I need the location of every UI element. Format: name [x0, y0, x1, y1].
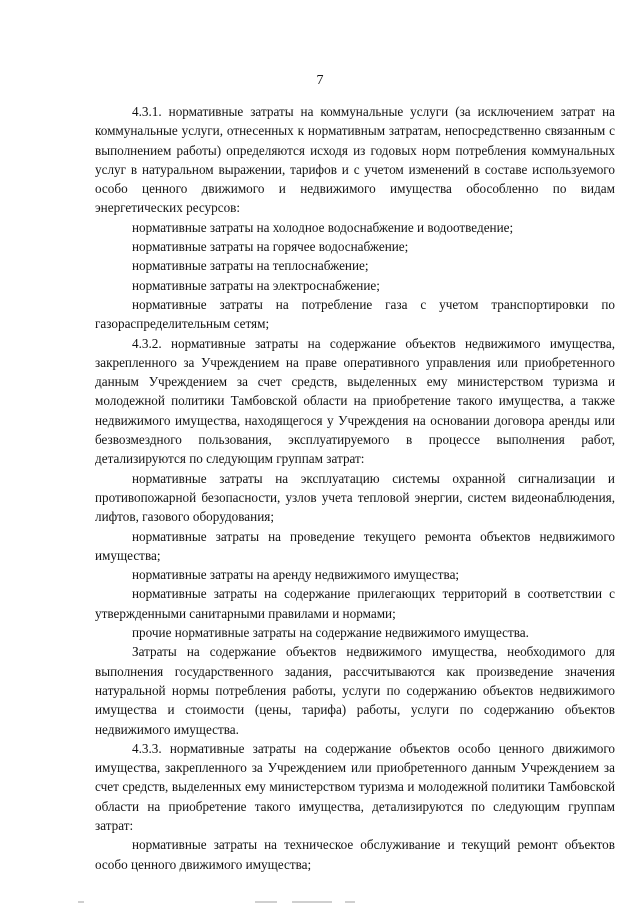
- list-item-rent: нормативные затраты на аренду недвижимого имущества;: [132, 567, 460, 583]
- scan-artifact: [345, 901, 355, 903]
- scan-artifact: [255, 901, 277, 903]
- page-number: 7: [316, 73, 324, 88]
- list-item-territories: нормативные затраты на содержание прилегающих территорий в соответствии с утвержденными санитарными правилами и нормами;: [95, 586, 615, 621]
- document-body: [95, 102, 615, 874]
- list-item-heating: нормативные затраты на теплоснабжение;: [132, 258, 369, 274]
- scan-artifacts: [0, 897, 640, 903]
- scan-artifact: [292, 901, 332, 903]
- list-item-other: прочие нормативные затраты на содержание недвижимого имущества.: [132, 625, 529, 641]
- list-item-maintenance: нормативные затраты на техническое обслуживание и текущий ремонт объектов особо ценного движимого имущества;: [95, 837, 615, 872]
- list-item-cold-water: нормативные затраты на холодное водоснабжение и водоотведение;: [132, 219, 514, 235]
- list-item-electricity: нормативные затраты на электроснабжение;: [132, 277, 380, 293]
- list-item-security-systems: нормативные затраты на эксплуатацию системы охранной сигнализации и противопожарной безопасности, узлов учета тепловой энергии, систем видеонаблюдения, лифтов, газового оборудования;: [95, 470, 615, 525]
- scan-artifact: [78, 901, 84, 903]
- paragraph-4-3-1: 4.3.1. нормативные затраты на коммунальные услуги (за исключением затрат на коммунальные услуги, отнесенных к нормативным затратам, непосредственно связанным с выполнением работы) определяются исходя из годовых норм потребления коммунальных услуг в натуральном выражении, тарифов и с учетом изменений в составе используемого особо ценного движимого и недвижимого имущества обособленно по видам энергетических ресурсов:: [95, 104, 615, 216]
- paragraph-4-3-3: 4.3.3. нормативные затраты на содержание объектов особо ценного движимого имущества, закрепленного за Учреждением или приобретенного данным Учреждением за счет средств, выделенных ему министерством туризма и молодежной политики Тамбовской области на приобретение такого имущества, детализируются по следующим группам затрат:: [95, 740, 615, 833]
- list-item-gas: нормативные затраты на потребление газа с учетом транспортировки по газораспределительным сетям;: [95, 296, 615, 332]
- paragraph-costs-calculation: Затраты на содержание объектов недвижимого имущества, необходимого для выполнения государственного задания, рассчитываются как произведение значения натуральной нормы потребления работы, услуги по содержанию объектов недвижимого имущества и стоимости (цены, тарифа) работы, услуги по содержанию объектов недвижимого имущества.: [95, 644, 615, 737]
- list-item-hot-water: нормативные затраты на горячее водоснабжение;: [132, 239, 409, 255]
- paragraph-4-3-2: 4.3.2. нормативные затраты на содержание объектов недвижимого имущества, закрепленного за Учреждением на праве оперативного управления или приобретенного данным Учреждением за счет средств, выделенных ему министерством туризма и молодежной политики Тамбовской области на приобретение такого имущества, а также недвижимого имущества, находящегося у Учреждения на основании договора аренды или безвозмездного пользования, эксплуатируемого в процессе выполнения работ, детализируются по следующим группам затрат:: [95, 335, 615, 467]
- list-item-current-repair: нормативные затраты на проведение текущего ремонта объектов недвижимого имущества;: [95, 528, 615, 563]
